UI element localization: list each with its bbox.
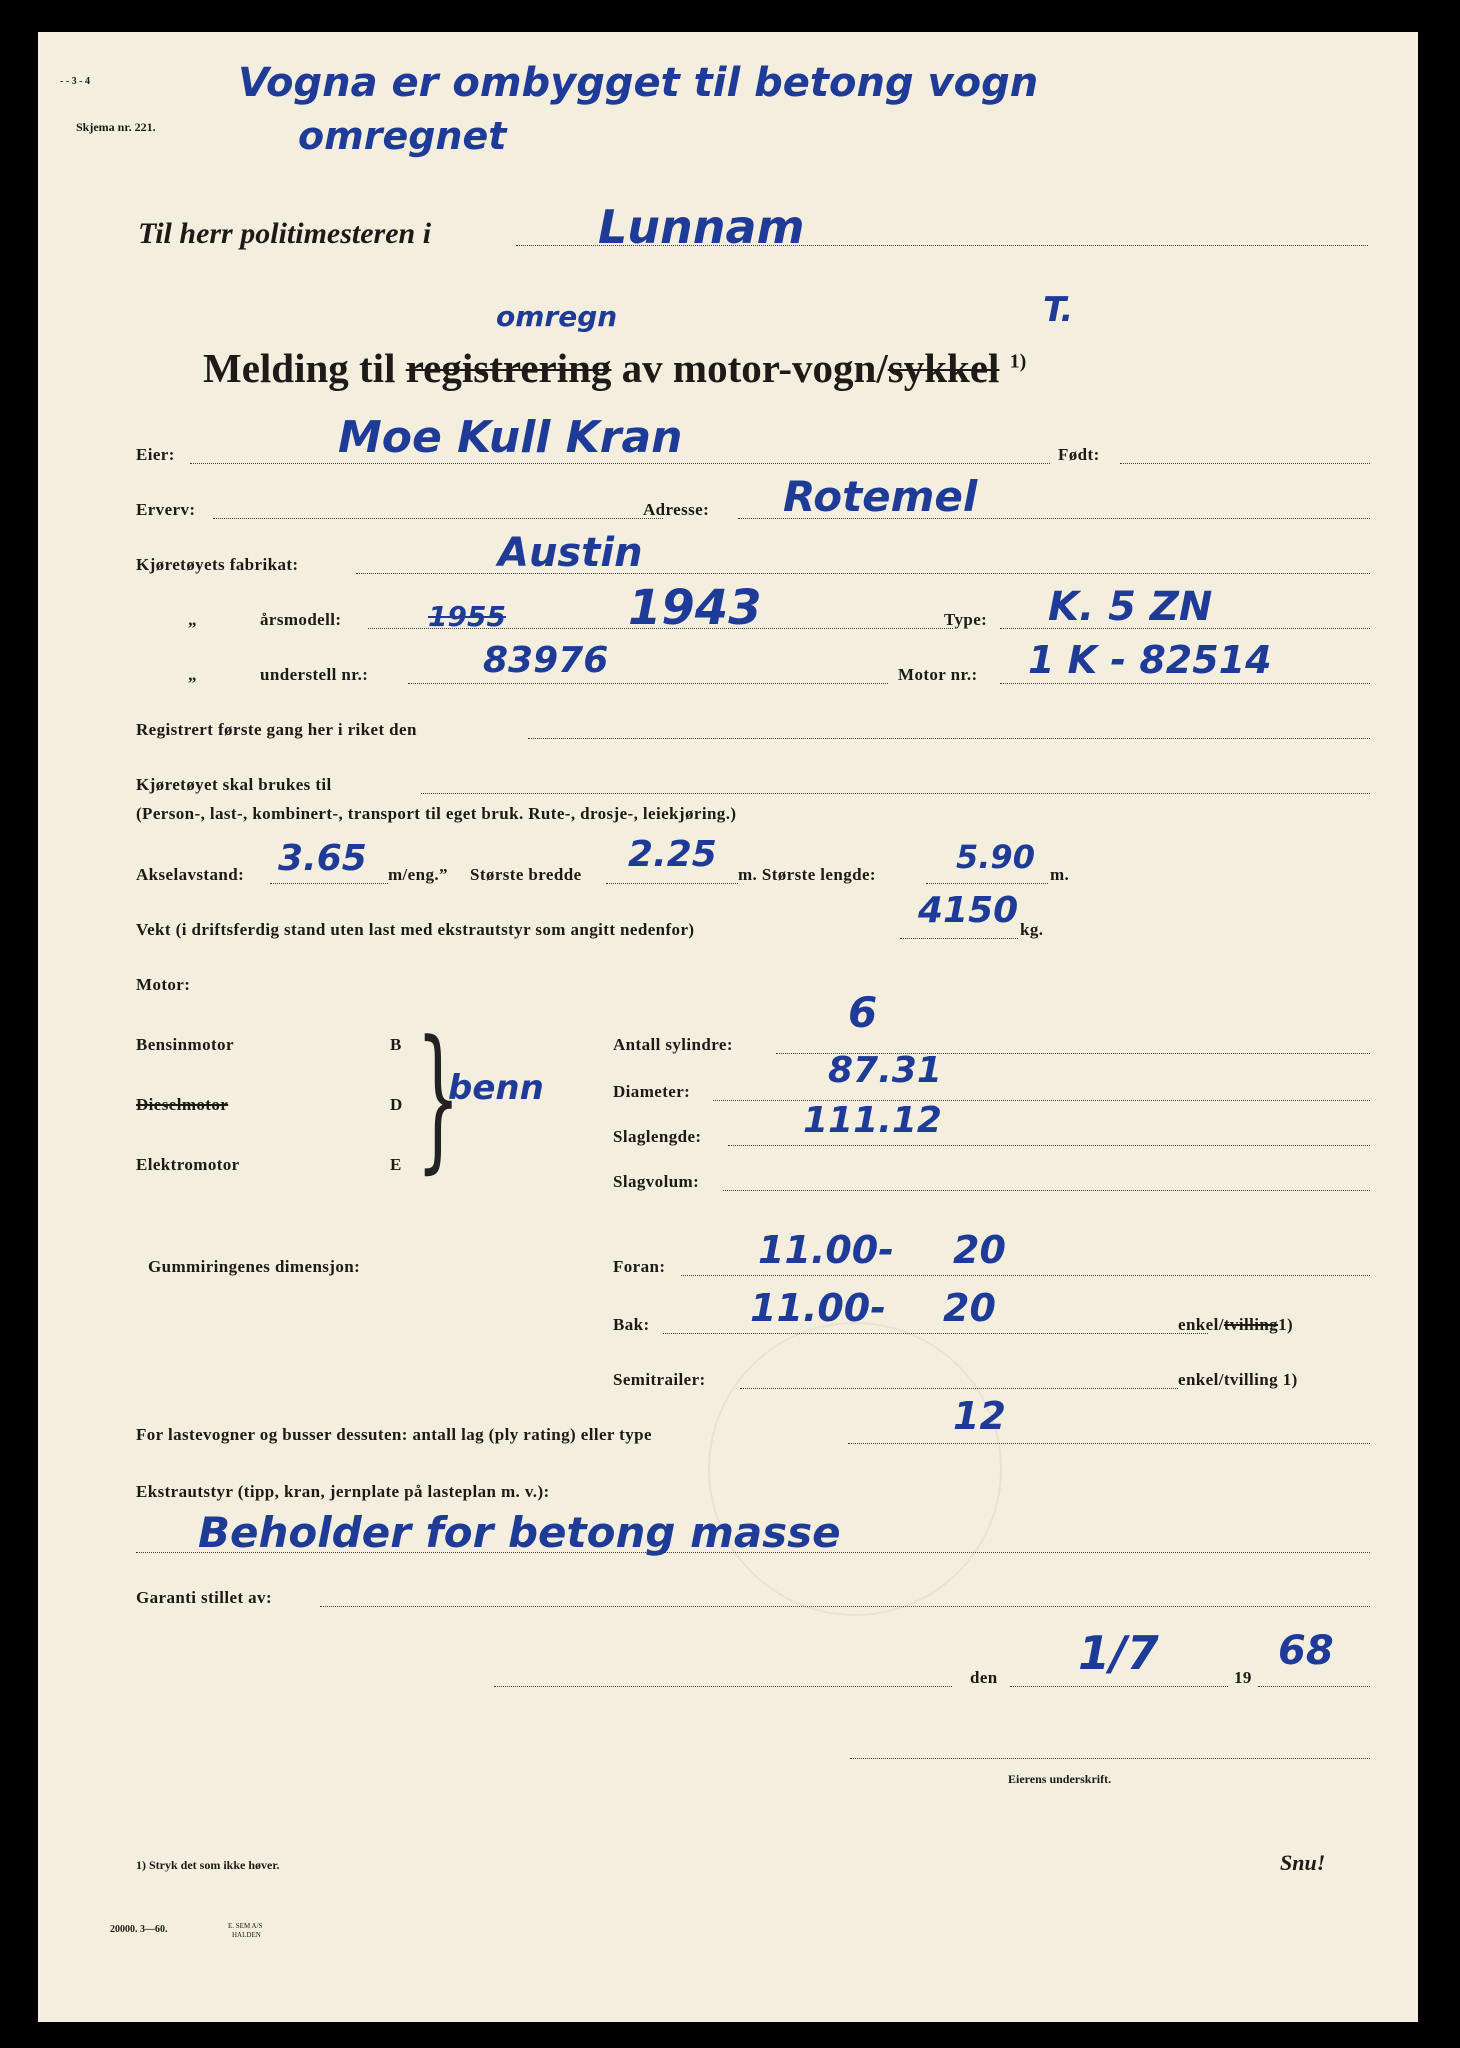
hw-bak-rim: 20 xyxy=(943,1286,996,1330)
label-adresse: Adresse: xyxy=(643,500,710,519)
label-lastevogner: For lastevogner og busser dessuten: antall lag (ply rating) eller type xyxy=(136,1425,652,1444)
form-page xyxy=(38,32,1418,2022)
brukes-note: (Person-, last-, kombinert-, transport til eget bruk. Rute-, drosje-, leiekjøring.) xyxy=(136,804,737,823)
hw-akselavstand: 3.65 xyxy=(278,838,367,879)
understell-line xyxy=(408,683,888,684)
label-semitrailer: Semitrailer: xyxy=(613,1370,706,1389)
label-slaglengde: Slaglengde: xyxy=(613,1127,702,1146)
bak-enkel-tvilling: enkel/tvilling1) xyxy=(1178,1315,1294,1334)
label-diameter: Diameter: xyxy=(613,1082,691,1101)
label-storste-bredde: Største bredde xyxy=(470,865,582,884)
label-bensinmotor: Bensinmotor xyxy=(136,1035,234,1054)
label-motor: Motor: xyxy=(136,975,191,994)
label-fodt: Født: xyxy=(1058,445,1100,464)
hw-note-line1: Vogna er ombygget til betong vogn xyxy=(238,60,1039,106)
margin-marks: - - 3 - 4 xyxy=(60,76,90,87)
semitrailer-enkel-tvilling: enkel/tvilling 1) xyxy=(1178,1370,1298,1389)
label-bak: Bak: xyxy=(613,1315,650,1334)
printer-run: 20000. 3—60. xyxy=(110,1924,168,1935)
hw-sylindre: 6 xyxy=(848,988,878,1037)
hw-diameter: 87.31 xyxy=(828,1050,942,1091)
printer-city: HALDEN xyxy=(232,1931,261,1939)
bak-line xyxy=(663,1333,1208,1334)
place-line xyxy=(494,1686,952,1687)
hw-bredde: 2.25 xyxy=(628,834,717,875)
hw-bak-size: 11.00- xyxy=(750,1286,886,1330)
label-fabrikat: Kjøretøyets fabrikat: xyxy=(136,555,299,574)
hw-date: 1/7 xyxy=(1078,1626,1159,1680)
akselavstand-line xyxy=(270,883,388,884)
label-kg: kg. xyxy=(1020,920,1044,939)
motor-nr-line xyxy=(1000,683,1370,684)
ditto-mark-1: „ xyxy=(188,610,197,629)
label-foran: Foran: xyxy=(613,1257,666,1276)
garanti-line xyxy=(320,1606,1370,1607)
signature-line xyxy=(850,1758,1370,1759)
label-storste-lengde: m. Største lengde: xyxy=(738,865,876,884)
label-antall-sylindre: Antall sylindre: xyxy=(613,1035,733,1054)
brukes-line xyxy=(421,793,1370,794)
bredde-line xyxy=(606,883,738,884)
slaglengde-line xyxy=(728,1145,1370,1146)
hw-motor-nr: 1 K - 82514 xyxy=(1028,638,1272,682)
hw-ply: 12 xyxy=(953,1394,1006,1438)
eier-line xyxy=(190,463,1050,464)
label-type: Type: xyxy=(944,610,988,629)
faded-stamp xyxy=(708,1322,1002,1616)
label-dieselmotor: Dieselmotor xyxy=(136,1095,229,1114)
form-id: Skjema nr. 221. xyxy=(76,120,156,134)
label-ekstrautstyr: Ekstrautstyr (tipp, kran, jernplate på lasteplan m. v.): xyxy=(136,1482,550,1501)
label-nitten: 19 xyxy=(1234,1668,1252,1687)
label-gummi: Gummiringenes dimensjon: xyxy=(148,1257,361,1276)
hw-foran-rim: 20 xyxy=(953,1228,1006,1272)
label-elektromotor: Elektromotor xyxy=(136,1155,240,1174)
hw-year: 68 xyxy=(1278,1628,1334,1674)
label-garanti: Garanti stillet av: xyxy=(136,1588,273,1607)
hw-vekt: 4150 xyxy=(918,890,1019,931)
snu-label: Snu! xyxy=(1280,1850,1326,1875)
code-b: B xyxy=(390,1035,402,1054)
ply-line xyxy=(848,1443,1370,1444)
fodt-line xyxy=(1120,463,1370,464)
label-motor-nr: Motor nr.: xyxy=(898,665,978,684)
registrert-line xyxy=(528,738,1370,739)
code-d: D xyxy=(390,1095,403,1114)
hw-lengde: 5.90 xyxy=(956,838,1035,876)
hw-ekstrautstyr: Beholder for betong masse xyxy=(198,1508,841,1557)
label-den: den xyxy=(970,1668,998,1687)
hw-understell: 83976 xyxy=(483,640,609,681)
label-akselavstand: Akselavstand: xyxy=(136,865,245,884)
hw-slaglengde: 111.12 xyxy=(803,1100,942,1141)
label-registrert: Registrert første gang her i riket den xyxy=(136,720,417,739)
code-e: E xyxy=(390,1155,402,1174)
vekt-line xyxy=(900,938,1018,939)
lengde-line xyxy=(926,883,1048,884)
hw-above-title-t: T. xyxy=(1043,290,1074,330)
hw-note-line2: omregnet xyxy=(298,114,507,158)
label-brukes: Kjøretøyet skal brukes til xyxy=(136,775,332,794)
salutation: Til herr politimesteren i xyxy=(138,217,432,250)
label-meng: m/eng.” xyxy=(388,865,448,884)
hw-motortype: benn xyxy=(448,1068,544,1108)
hw-foran-size: 11.00- xyxy=(758,1228,894,1272)
hw-politimester: Lunnam xyxy=(598,200,805,254)
label-underskrift: Eierens underskrift. xyxy=(1008,1772,1112,1786)
date-line xyxy=(1010,1686,1228,1687)
form-title: Melding til registrering av motor-vogn/sykkel $^{1)}$ xyxy=(203,345,1027,391)
hw-type: K. 5 ZN xyxy=(1048,584,1213,630)
hw-above-title: omregn xyxy=(496,300,618,333)
hw-adresse: Rotemel xyxy=(783,472,978,521)
hw-arsmodell: 1943 xyxy=(628,580,762,636)
label-vekt: Vekt (i driftsferdig stand uten last med ekstrautstyr som angitt nedenfor) xyxy=(136,920,695,939)
label-slagvolum: Slagvolum: xyxy=(613,1172,700,1191)
hw-eier: Moe Kull Kran xyxy=(338,412,683,463)
label-erverv: Erverv: xyxy=(136,500,196,519)
label-m: m. xyxy=(1050,865,1070,884)
label-understell: understell nr.: xyxy=(260,665,369,684)
erverv-line xyxy=(213,518,663,519)
foran-line xyxy=(681,1275,1370,1276)
hw-arsmodell-struck: 1955 xyxy=(428,600,506,633)
brace-symbol: } xyxy=(416,1007,461,1188)
printer-name: E. SEM A/S xyxy=(228,1922,263,1930)
footnote: 1) Stryk det som ikke høver. xyxy=(136,1858,280,1872)
ditto-mark-2: „ xyxy=(188,665,197,684)
hw-fabrikat: Austin xyxy=(498,530,643,576)
label-arsmodell: årsmodell: xyxy=(260,610,342,629)
slagvolum-line xyxy=(723,1190,1370,1191)
label-eier: Eier: xyxy=(136,445,175,464)
semitrailer-line xyxy=(740,1388,1178,1389)
year-line xyxy=(1258,1686,1370,1687)
